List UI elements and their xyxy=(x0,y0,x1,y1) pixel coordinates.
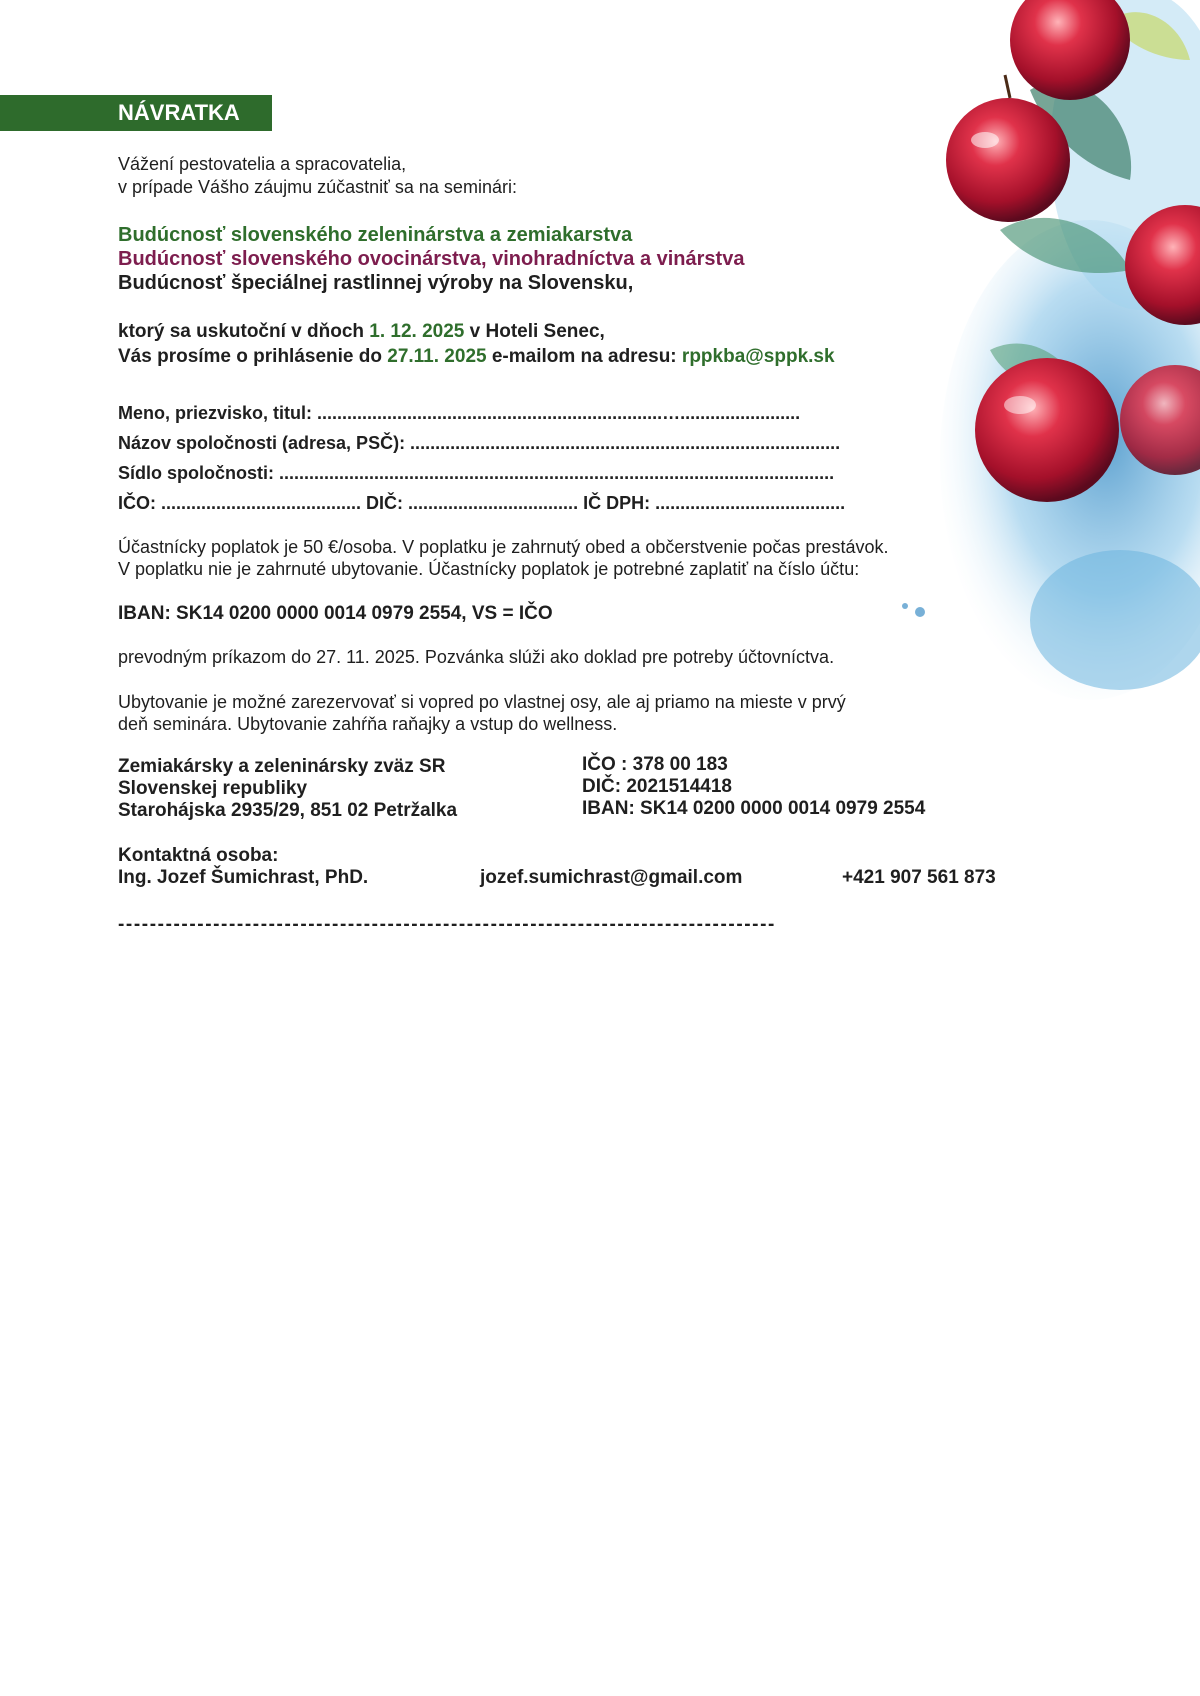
contact-phone: +421 907 561 873 xyxy=(842,867,996,888)
fee-line-2: V poplatku nie je zahrnuté ubytovanie. Účastnícky poplatok je potrebné zaplatiť na číslo účtu: xyxy=(118,559,860,579)
register-prefix: Vás prosíme o prihlásenie do xyxy=(118,346,388,367)
accommodation-line-1: Ubytovanie je možné zarezervovať si vopred po vlastnej osy, ale aj priamo na mieste v prvý xyxy=(118,692,846,712)
form-field-ids[interactable]: IČO: ........................................ DIČ: .................................. IČ DPH: ...................................... xyxy=(118,493,846,513)
intro-greeting: Vážení pestovatelia a spracovatelia, xyxy=(118,154,407,174)
register-email-link[interactable]: rppkba@sppk.sk xyxy=(681,346,835,367)
seminar-title-special-crops: Budúcnosť špeciálnej rastlinnej výroby na Slovensku, xyxy=(118,272,634,294)
form-field-seat[interactable]: Sídlo spoločnosti: ............................................................................................................... xyxy=(118,463,835,483)
iban-payment-line: IBAN: SK14 0200 0000 0014 0979 2554, VS = IČO xyxy=(118,603,553,624)
register-mid: e-mailom na adresu: xyxy=(486,346,682,367)
seminar-title-fruit-wine: Budúcnosť slovenského ovocinárstva, vinohradníctva a vinárstva xyxy=(118,248,745,270)
contact-label: Kontaktná osoba: xyxy=(118,845,279,866)
accommodation-line-2: deň seminára. Ubytovanie zahŕňa raňajky a vstup do wellness. xyxy=(118,714,618,734)
org-dic: DIČ: 2021514418 xyxy=(582,776,732,797)
seminar-title-vegetables: Budúcnosť slovenského zeleninárstva a zemiakarstva xyxy=(118,224,633,246)
apples-watercolor-illustration xyxy=(880,0,1200,720)
form-field-name[interactable]: Meno, priezvisko, titul: .....................................................................…........................ xyxy=(118,403,801,423)
event-location: v Hoteli Senec, xyxy=(464,321,605,342)
fee-line-1: Účastnícky poplatok je 50 €/osoba. V poplatku je zahrnutý obed a občerstvenie počas prestávok. xyxy=(118,537,889,557)
contact-name: Ing. Jozef Šumichrast, PhD. xyxy=(118,867,369,888)
org-ico: IČO : 378 00 183 xyxy=(582,754,728,775)
event-prefix: ktorý sa uskutoční v dňoch xyxy=(118,321,370,342)
payment-note: prevodným príkazom do 27. 11. 2025. Pozvánka slúži ako doklad pre potreby účtovníctva. xyxy=(118,647,835,667)
cut-line-separator: ----------------------------------------------------------------------------------- xyxy=(118,914,776,935)
register-deadline: 27.11. 2025 xyxy=(387,346,487,367)
contact-email-link[interactable]: jozef.sumichrast@gmail.com xyxy=(480,867,743,888)
org-address: Starohájska 2935/29, 851 02 Petržalka xyxy=(118,800,458,821)
org-name: Zemiakársky a zeleninársky zväz SR xyxy=(118,756,446,777)
form-field-company[interactable]: Názov spoločnosti (adresa, PSČ): ...................................................................................... xyxy=(118,433,841,453)
org-iban: IBAN: SK14 0200 0000 0014 0979 2554 xyxy=(582,798,926,819)
intro-line: v prípade Vášho záujmu zúčastniť sa na seminári: xyxy=(118,177,517,197)
navratka-banner: NÁVRATKA xyxy=(0,95,272,131)
event-date-line xyxy=(118,319,605,344)
org-name-2: Slovenskej republiky xyxy=(118,778,308,799)
event-registration-line xyxy=(118,344,835,369)
event-date: 1. 12. 2025 xyxy=(369,321,465,342)
